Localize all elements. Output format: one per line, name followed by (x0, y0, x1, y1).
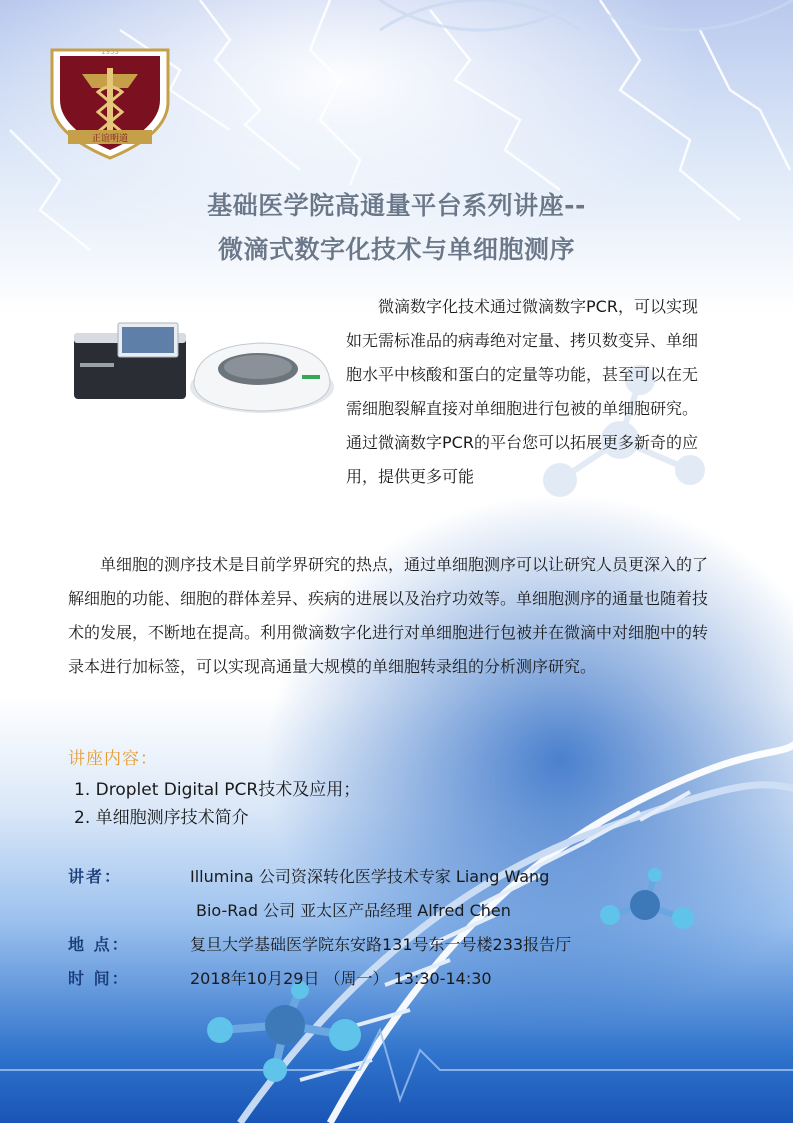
instrument-photo (22, 317, 340, 421)
location-label: 地 点： (68, 935, 130, 954)
molecule-right (600, 868, 694, 929)
lecture-topic-item: 2. 单细胞测序技术简介 (74, 808, 249, 828)
lecture-topic-item: 1. Droplet Digital PCR技术及应用； (74, 780, 361, 800)
speaker-1: Illumina 公司资深转化医学技术专家 Liang Wang (190, 867, 550, 886)
speaker-2: Bio-Rad 公司 亚太区产品经理 Alfred Chen (196, 901, 511, 920)
lecture-topic-title: 微滴式数字化技术与单细胞测序 (217, 235, 575, 264)
lecture-series-title: 基础医学院高通量平台系列讲座-- (207, 191, 586, 220)
lecture-content-heading: 讲座内容： (68, 749, 158, 769)
intro-paragraph: 微滴数字化技术通过微滴数字PCR，可以实现如无需标准品的病毒绝对定量、拷贝数变异、单细胞水平中核酸和蛋白的定量等功能，甚至可以在无需细胞裂解直接对单细胞进行包被的单细胞研究。通过微滴数字PCR的平台您可以拓展更多新奇的应用，提供更多可能 (346, 297, 699, 486)
ecg-line (0, 1030, 793, 1100)
dna-helix-top (380, 0, 793, 30)
single-cell-paragraph: 单细胞的测序技术是目前学界研究的热点，通过单细胞测序可以让研究人员更深入的了解细胞的功能、细胞的群体差异、疾病的进展以及治疗功效等。单细胞测序的通量也随着技术的发展，不断地在提高。利用微滴数字化进行对单细胞进行包被并在微滴中对细胞中的转录本进行加标签，可以实现高通量大规模的单细胞转录组的分析测序研究。 (68, 555, 709, 676)
logo-motto-text: 正谊明道 (91, 134, 129, 144)
location-value: 复旦大学基础医学院东安路131号东一号楼233报告厅 (190, 935, 572, 954)
sequencer-instrument (74, 323, 186, 399)
logo-year-text: 1953 (101, 48, 119, 56)
time-label: 时 间： (68, 969, 130, 988)
time-value: 2018年10月29日 （周一） 13:30-14:30 (190, 969, 492, 988)
speaker-label: 讲者： (68, 867, 123, 886)
university-logo (40, 42, 180, 162)
molecule-bottom-left (207, 981, 361, 1082)
